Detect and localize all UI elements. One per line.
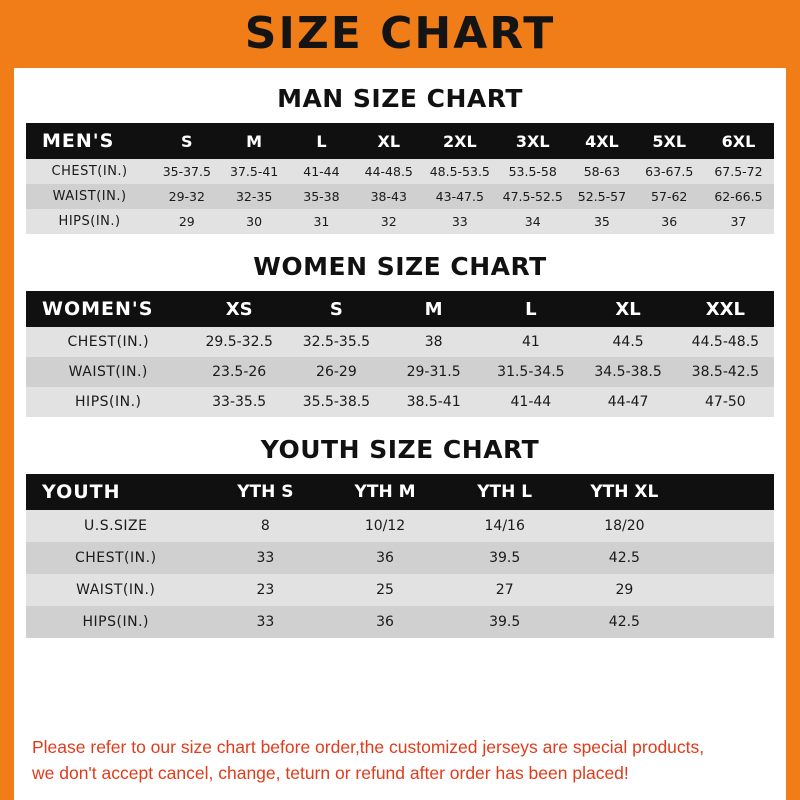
men-header-cell: 5XL — [652, 131, 687, 151]
cell: 38.5-42.5 — [691, 364, 760, 380]
cell: 44.5 — [612, 334, 644, 350]
cell: 36 — [376, 614, 394, 630]
cell: 29-31.5 — [406, 364, 461, 380]
men-header-cell: L — [316, 131, 327, 151]
cell: 48.5-53.5 — [429, 164, 490, 179]
cell-spacer — [684, 510, 774, 542]
youth-size-table — [26, 474, 774, 638]
cell: 37.5-41 — [230, 164, 279, 179]
women-header-cell: XXL — [705, 298, 745, 320]
cell: 25 — [376, 582, 394, 598]
cell: 23 — [256, 582, 275, 598]
cell: 29-32 — [168, 189, 205, 204]
men-header-cell: 3XL — [515, 131, 550, 151]
men-header-row — [26, 123, 774, 159]
row-label: CHEST(IN.) — [51, 164, 128, 179]
cell: 42.5 — [608, 550, 640, 566]
table-row — [26, 184, 774, 209]
cell: 27 — [495, 582, 514, 598]
youth-header-row — [26, 474, 774, 510]
table-row — [26, 542, 774, 574]
cell: 32.5-35.5 — [302, 334, 371, 350]
banner-title: SIZE CHART — [244, 8, 556, 59]
cell: 38 — [424, 334, 443, 350]
cell: 58-63 — [583, 164, 621, 179]
cell: 29 — [178, 214, 195, 229]
cell: 29 — [615, 582, 634, 598]
cell: 43-47.5 — [435, 189, 484, 204]
cell: 53.5-58 — [508, 164, 557, 179]
table-row — [26, 574, 774, 606]
cell-spacer — [684, 574, 774, 606]
cell: 35.5-38.5 — [302, 394, 371, 410]
cell: 32-35 — [235, 189, 273, 204]
cell: 8 — [260, 518, 270, 534]
cell: 47-50 — [705, 394, 746, 410]
cell: 42.5 — [608, 614, 640, 630]
cell: 39.5 — [489, 614, 521, 630]
cell: 23.5-26 — [212, 364, 267, 380]
table-row — [26, 510, 774, 542]
cell: 67.5-72 — [714, 164, 763, 179]
cell: 38.5-41 — [406, 394, 461, 410]
women-header-cell: XS — [225, 298, 253, 320]
cell: 29.5-32.5 — [205, 334, 273, 350]
women-header-cell: WOMEN'S — [42, 298, 154, 320]
man-section-title: MAN SIZE CHART — [277, 84, 523, 113]
cell-spacer — [684, 606, 774, 638]
youth-header-cell: YTH S — [237, 482, 294, 502]
cell: 36 — [661, 214, 678, 229]
cell: 63-67.5 — [645, 164, 694, 179]
men-size-table — [26, 123, 774, 234]
row-label: HIPS(IN.) — [58, 214, 121, 229]
cell: 26-29 — [316, 364, 357, 380]
youth-header-spacer — [684, 474, 774, 510]
table-row — [26, 327, 774, 357]
row-label: U.S.SIZE — [84, 518, 148, 534]
cell: 47.5-52.5 — [502, 189, 563, 204]
cell: 35-38 — [303, 189, 340, 204]
cell: 62-66.5 — [714, 189, 763, 204]
row-label: HIPS(IN.) — [82, 614, 149, 630]
table-row — [26, 209, 774, 234]
cell: 32 — [380, 214, 397, 229]
cell: 31 — [313, 214, 330, 229]
men-header-cell: S — [181, 131, 193, 151]
cell: 34 — [524, 214, 541, 229]
women-header-cell: S — [329, 298, 343, 320]
cell: 33 — [451, 214, 468, 229]
cell: 33-35.5 — [212, 394, 267, 410]
cell: 14/16 — [484, 518, 525, 534]
youth-header-cell: YTH L — [477, 482, 533, 502]
cell: 34.5-38.5 — [594, 364, 662, 380]
cell: 18/20 — [604, 518, 645, 534]
women-section-title: WOMEN SIZE CHART — [253, 252, 547, 281]
cell: 44-47 — [607, 394, 649, 410]
cell: 35 — [593, 214, 610, 229]
men-header-cell: XL — [377, 131, 401, 151]
row-label: WAIST(IN.) — [76, 582, 156, 598]
note-line-2: we don't accept cancel, change, teturn or refund after order has been placed! — [32, 762, 629, 783]
women-header-row — [26, 291, 774, 327]
men-header-cell: MEN'S — [42, 130, 115, 152]
cell: 41-44 — [303, 164, 340, 179]
banner — [14, 0, 786, 68]
table-row — [26, 357, 774, 387]
women-header-cell: M — [424, 298, 443, 320]
men-header-cell: 6XL — [721, 131, 756, 151]
men-header-cell: 2XL — [442, 131, 477, 151]
table-row — [26, 387, 774, 417]
cell: 44-48.5 — [364, 164, 413, 179]
youth-header-cell: YTH M — [354, 482, 416, 502]
note-line-1: Please refer to our size chart before order,the customized jerseys are special products, — [32, 737, 705, 758]
cell: 44.5-48.5 — [691, 334, 760, 350]
cell: 35-37.5 — [162, 164, 211, 179]
table-row — [26, 159, 774, 184]
women-header-cell: XL — [615, 298, 641, 320]
cell: 41 — [521, 334, 540, 350]
row-label: WAIST(IN.) — [52, 189, 127, 204]
table-row — [26, 606, 774, 638]
cell: 41-44 — [510, 394, 552, 410]
youth-header-cell: YOUTH — [42, 481, 121, 503]
cell: 38-43 — [370, 189, 407, 204]
row-label: CHEST(IN.) — [67, 334, 150, 350]
youth-header-cell: YTH XL — [590, 482, 659, 502]
cell: 52.5-57 — [577, 189, 627, 204]
cell: 36 — [376, 550, 394, 566]
cell: 33 — [256, 614, 275, 630]
cell: 10/12 — [364, 518, 406, 534]
row-label: CHEST(IN.) — [74, 550, 157, 566]
cell: 30 — [246, 214, 263, 229]
order-policy-note — [26, 723, 774, 800]
content — [14, 68, 786, 800]
women-header-cell: L — [525, 298, 537, 320]
cell: 37 — [730, 214, 747, 229]
row-label: HIPS(IN.) — [75, 394, 142, 410]
cell: 33 — [256, 550, 275, 566]
row-label: WAIST(IN.) — [68, 364, 148, 380]
men-header-cell: 4XL — [585, 131, 619, 151]
women-size-table — [26, 291, 774, 417]
cell: 31.5-34.5 — [497, 364, 565, 380]
cell: 39.5 — [489, 550, 521, 566]
men-header-cell: M — [246, 131, 263, 151]
cell: 57-62 — [651, 189, 688, 204]
youth-section-title: YOUTH SIZE CHART — [260, 435, 540, 464]
cell-spacer — [684, 542, 774, 574]
